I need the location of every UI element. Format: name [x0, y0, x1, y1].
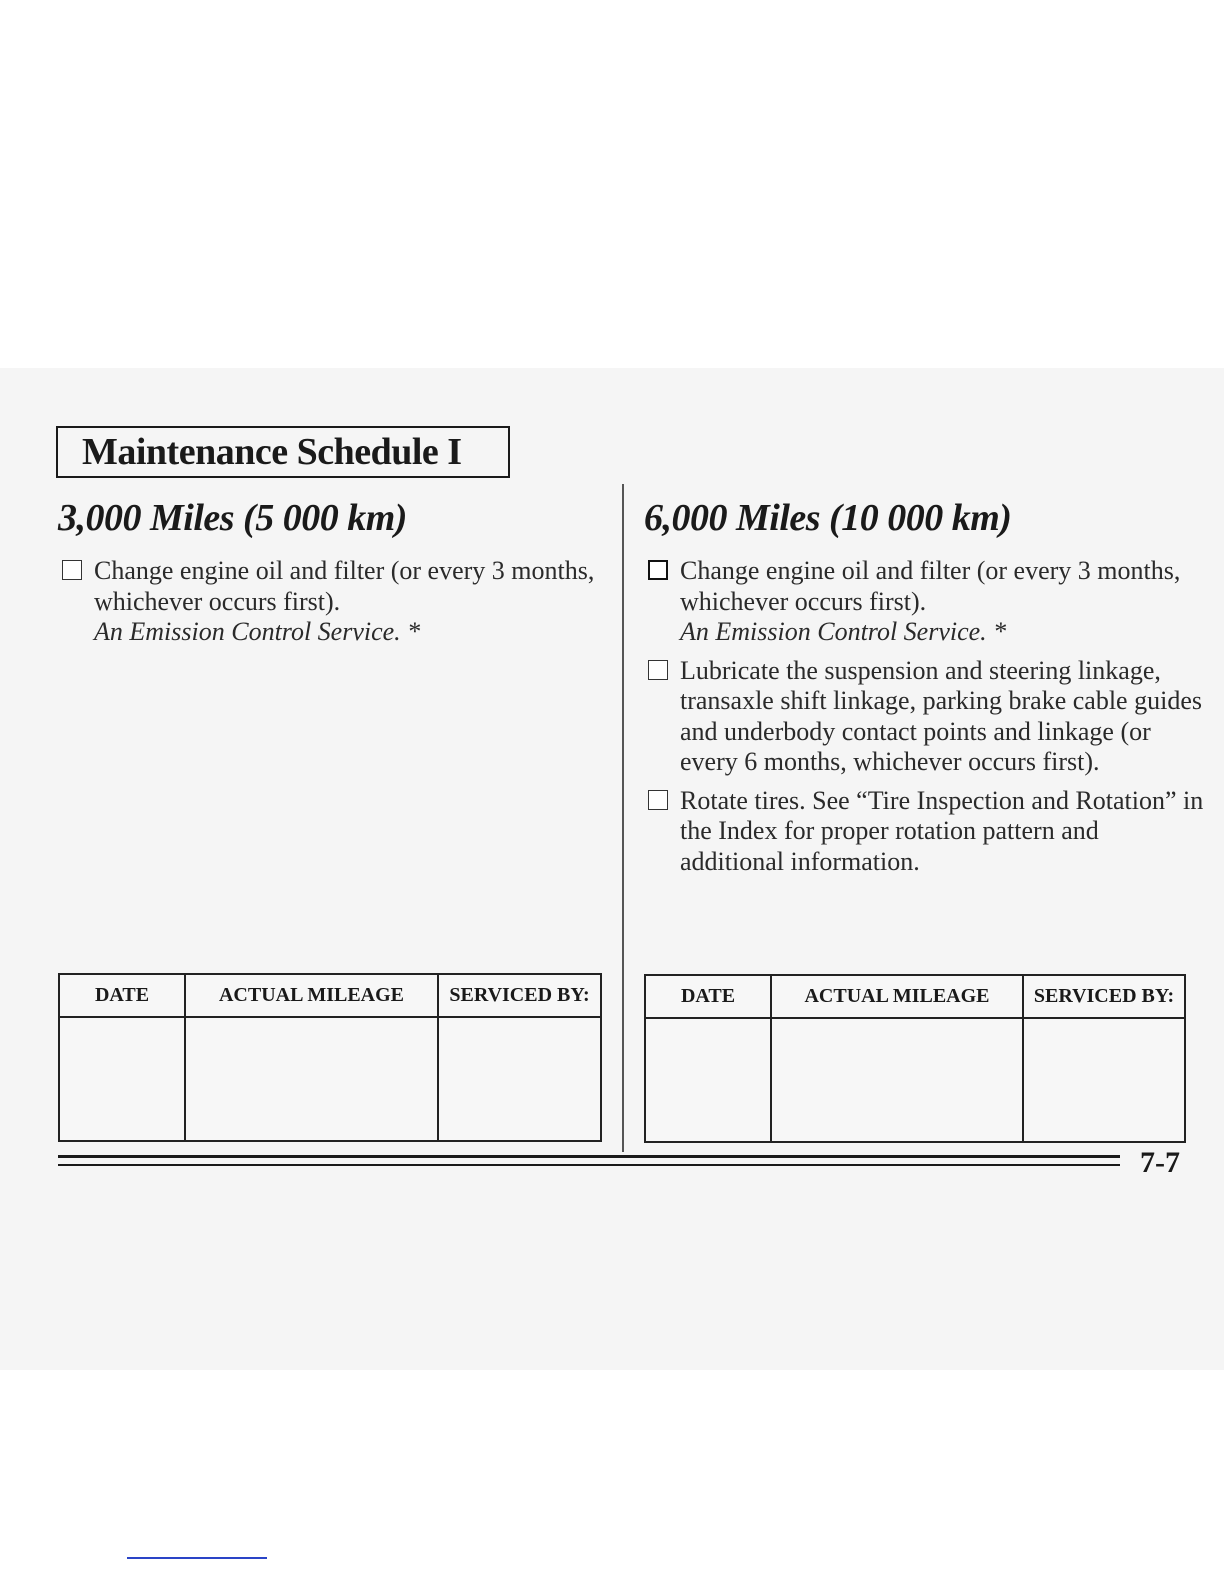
empty-checkbox-icon[interactable]	[648, 660, 668, 680]
maintenance-item-lubricate	[644, 656, 1204, 778]
serviced-by-header: SERVICED BY:	[1023, 975, 1185, 1018]
emission-note: An Emission Control Service. *	[94, 617, 421, 646]
item-text: Change engine oil and filter (or every 3 months, whichever occurs first).	[94, 556, 595, 616]
maintenance-item-rotate-tires	[644, 786, 1204, 878]
empty-checkbox-icon[interactable]	[648, 560, 668, 580]
maintenance-item-oil-change	[58, 556, 618, 648]
serviced-by-cell[interactable]	[1023, 1018, 1185, 1142]
column-divider	[622, 484, 624, 1152]
interval-heading: 3,000 Miles (5 000 km)	[58, 497, 407, 539]
interval-heading: 6,000 Miles (10 000 km)	[644, 497, 1012, 539]
item-text: Lubricate the suspension and steering linkage, transaxle shift linkage, parking brake cable guides and underbody contact points and linkage (or every 6 months, whichever occurs first).	[680, 655, 1202, 776]
empty-checkbox-icon[interactable]	[62, 560, 82, 580]
service-log-table	[58, 973, 602, 1142]
maintenance-item-oil-change	[644, 556, 1204, 648]
actual-mileage-header: ACTUAL MILEAGE	[185, 974, 438, 1017]
page-number: 7-7	[1140, 1146, 1180, 1179]
date-cell[interactable]	[59, 1017, 185, 1141]
actual-mileage-header: ACTUAL MILEAGE	[771, 975, 1023, 1018]
footer-rule	[58, 1155, 1120, 1158]
link-underline	[127, 1557, 267, 1559]
date-header: DATE	[645, 975, 771, 1018]
date-cell[interactable]	[645, 1018, 771, 1142]
table-row	[59, 1017, 601, 1141]
service-log-table	[644, 974, 1186, 1143]
actual-mileage-cell[interactable]	[185, 1017, 438, 1141]
empty-checkbox-icon[interactable]	[648, 790, 668, 810]
schedule-3000-miles	[58, 492, 618, 656]
date-header: DATE	[59, 974, 185, 1017]
schedule-6000-miles	[644, 492, 1204, 885]
item-text: Rotate tires. See “Tire Inspection and Rotation” in the Index for proper rotation pattern and additional information.	[680, 785, 1204, 876]
page-title: Maintenance Schedule I	[56, 426, 510, 478]
table-header-row	[645, 975, 1185, 1018]
table-header-row	[59, 974, 601, 1017]
item-text: Change engine oil and filter (or every 3 months, whichever occurs first).	[680, 556, 1181, 616]
serviced-by-header: SERVICED BY:	[438, 974, 601, 1017]
actual-mileage-cell[interactable]	[771, 1018, 1023, 1142]
serviced-by-cell[interactable]	[438, 1017, 601, 1141]
footer-rule	[58, 1164, 1120, 1166]
table-row	[645, 1018, 1185, 1142]
emission-note: An Emission Control Service. *	[680, 617, 1007, 646]
